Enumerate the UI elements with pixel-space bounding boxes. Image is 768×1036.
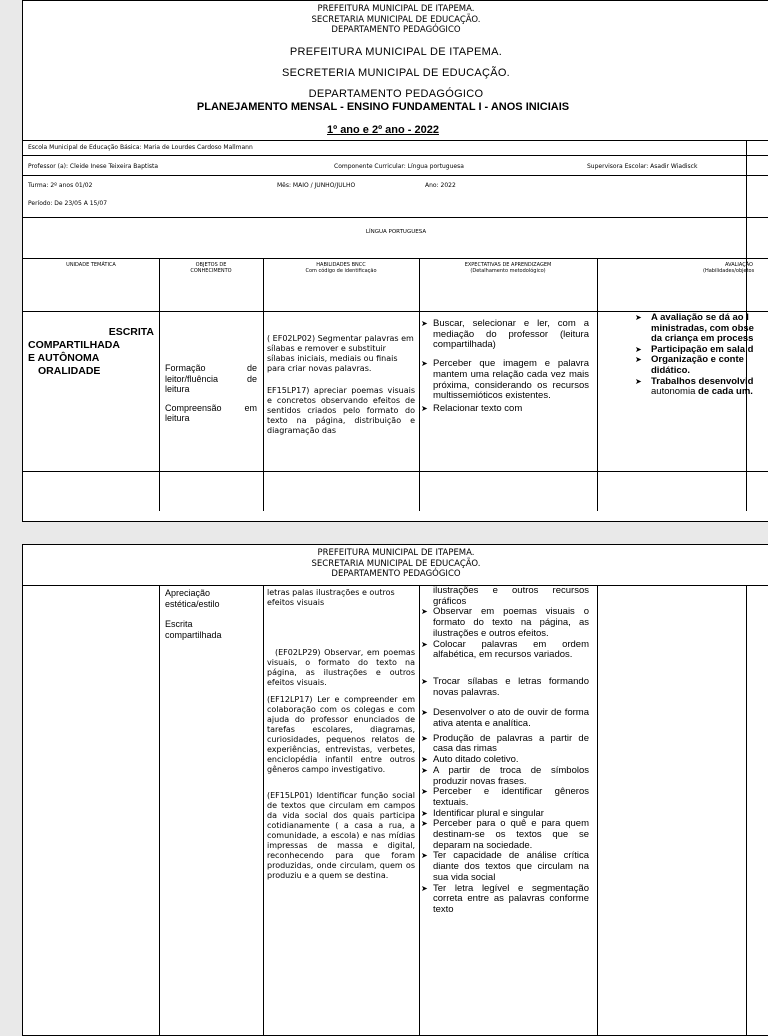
learning-expectations: [421, 319, 589, 419]
bullet-arrow-icon: ➤: [421, 765, 428, 775]
expectation-text: Perceber que imagem e palavra mantem uma relação cada vez mais próxima, considerando os recursos multissemióticos existentes.: [433, 358, 589, 402]
bncc-skill: (EF12LP17) Ler e compreender em colaboração com os colegas e com ajuda do professor enunciados de tarefas escolares, diagramas, curiosidades, pequenos relatos de experiências, entrevistas, verbetes, enciclopédia infantil entre outros gêneros campo investigativo.: [267, 695, 415, 774]
column-header-unidade: [23, 262, 159, 268]
bullet-arrow-icon: ➤: [421, 319, 428, 328]
divider: [419, 585, 420, 1035]
month: Mês: MAIO / JUNHO/JULHO: [277, 182, 356, 189]
bullet-arrow-icon: ➤: [421, 733, 428, 743]
expectation-item: [421, 677, 589, 698]
thematic-unit-line: COMPARTILHADA: [28, 339, 120, 351]
assessment-text: didático.: [651, 364, 691, 376]
expectation-item: [421, 884, 589, 916]
bullet-arrow-icon: ➤: [635, 313, 642, 322]
bullet-arrow-icon: ➤: [635, 355, 642, 365]
school-supervisor: Supervisora Escolar: Asadir Wiadisck: [587, 163, 698, 170]
knowledge-object: Compreensão em leitura: [165, 402, 257, 423]
column-header-label: UNIDADE TEMÁTICA: [66, 262, 116, 268]
bullet-arrow-icon: ➤: [635, 376, 642, 386]
expectation-text: Relacionar texto com: [433, 402, 523, 414]
expectation-text: Colocar palavras em ordem alfabética, em recursos variados.: [433, 638, 589, 661]
column-header-label: EXPECTATIVAS DE APRENDIZAGEM: [464, 262, 552, 268]
period: Período: De 23/05 A 15/07: [28, 200, 108, 207]
plan-subtitle: 1º ano e 2º ano - 2022: [327, 124, 439, 136]
expectation-text: Buscar, selecionar e ler, com a mediação do professor (leitura compartilhada): [433, 318, 589, 351]
expectation-item: [421, 640, 589, 661]
divider: [23, 155, 768, 156]
page-header: [23, 548, 768, 580]
institution-line-2: SECRETERIA MUNICIPAL DE EDUCAÇÃO.: [281, 67, 511, 79]
section-title: LÍNGUA PORTUGUESA: [365, 229, 427, 235]
assessment-text: A avaliação se dá ao l: [651, 313, 749, 323]
document-page-2: [22, 544, 768, 1036]
assessment-text: da criança em process: [651, 333, 754, 345]
assessment-text: ministradas, com obse: [651, 322, 754, 334]
expectation-item: [421, 404, 589, 415]
expectation-text: Produção de palavras a partir de casa das rimas: [433, 732, 589, 755]
plan-title: PLANEJAMENTO MENSAL - ENSINO FUNDAMENTAL I - ANOS INICIAIS: [196, 101, 570, 113]
divider: [159, 585, 160, 1035]
expectation-item: [421, 787, 589, 808]
column-header-label: CONHECIMENTO: [190, 268, 232, 274]
document-page-1: [22, 0, 768, 522]
divider: [419, 258, 420, 511]
bullet-arrow-icon: ➤: [421, 607, 428, 617]
knowledge-object: Escrita compartilhada: [165, 619, 222, 640]
expectation-item: [421, 851, 589, 883]
column-header-label: Com código de identificação: [305, 268, 377, 274]
bullet-arrow-icon: ➤: [421, 808, 428, 818]
page-header: [23, 4, 768, 36]
knowledge-objects: [165, 363, 257, 424]
column-header-label: OBJETOS DE: [195, 262, 227, 268]
bullet-arrow-icon: ➤: [421, 403, 428, 413]
header-line-2: SECRETARIA MUNICIPAL DE EDUCAÇÃO.: [311, 558, 481, 569]
expectation-item: [421, 734, 589, 755]
divider: [159, 258, 160, 511]
header-line-3: DEPARTAMENTO PEDAGÓGICO: [331, 569, 461, 579]
bullet-arrow-icon: ➤: [635, 344, 642, 354]
bullet-arrow-icon: ➤: [421, 851, 428, 861]
bullet-arrow-icon: ➤: [421, 883, 428, 893]
assessment-item: [635, 387, 768, 398]
bullet-arrow-icon: ➤: [421, 787, 428, 797]
header-line-2: SECRETARIA MUNICIPAL DE EDUCAÇÃO.: [311, 14, 481, 25]
bncc-skill: (EF15LP01) Identificar função social de textos que circulam em campos da vida social dos quais participa cotidianamente ( a casa a rua, a comunidade, a escola) e nas mídias impressas de massa e digital, reconhecendo para que foram produzidas, onde circulam, quem os produziu e a quem se destina.: [267, 791, 415, 880]
assessment-text: Organização e conte: [651, 354, 744, 366]
expectation-text: Identificar plural e singular: [433, 807, 544, 819]
expectation-text: Perceber para o quê e para quem destinam-se os textos que se deparam na sociedade.: [433, 818, 589, 851]
bullet-arrow-icon: ➤: [421, 639, 428, 649]
expectation-item: [421, 819, 589, 851]
column-header-label: (Detalhamento metodológico): [470, 268, 546, 274]
divider: [746, 585, 747, 1035]
expectation-item: [421, 607, 589, 639]
expectation-text: Observar em poemas visuais o formato do texto na página, as ilustrações e outros efeitos.: [433, 606, 589, 639]
knowledge-object: Formação de leitor/fluência de leitura: [165, 363, 257, 394]
thematic-unit-line: ORALIDADE: [38, 365, 101, 377]
bullet-arrow-icon: ➤: [421, 755, 428, 765]
expectation-text: Perceber e identificar gêneros textuais.: [433, 786, 589, 808]
divider: [23, 585, 768, 586]
bncc-skills: [267, 588, 415, 889]
assessment-text: autonomia: [651, 386, 699, 398]
bncc-skill: EF15LP17) apreciar poemas visuais e concretos observando efeitos de sentidos criados pelo formato do texto na página, distribuição e diagramação das: [267, 386, 415, 435]
divider: [23, 311, 768, 312]
school-name: Escola Municipal de Educação Básica: Maria de Lourdes Cardoso Mallmann: [28, 144, 253, 151]
column-header-label: (Habilidades/objetos: [703, 268, 755, 274]
expectation-text: ilustrações e outros recursos gráficos: [433, 585, 589, 607]
institution-line-1: PREFEITURA MUNICIPAL DE ITAPEMA.: [289, 46, 503, 58]
column-header-objetos: [159, 262, 263, 274]
divider: [23, 217, 768, 218]
bullet-arrow-icon: ➤: [421, 708, 428, 718]
expectation-text: Ter letra legível e segmentação correta entre as palavras conforme texto: [433, 882, 589, 915]
expectation-item: [421, 766, 589, 787]
institution-line-3: DEPARTAMENTO PEDAGÓGICO: [308, 88, 484, 100]
divider: [597, 258, 598, 511]
divider: [23, 140, 768, 141]
class-group: Turma: 2º anos 01/02: [28, 182, 93, 189]
thematic-unit-line: E AUTÔNOMA: [28, 352, 100, 364]
institution-header: [23, 43, 768, 104]
bncc-skill: (EF02LP29) Observar, em poemas visuais, o formato do texto na página, as ilustrações e outros efeitos visuais.: [267, 648, 415, 687]
expectation-text: Desenvolver o ato de ouvir de forma ativa atenta e analítica.: [433, 707, 589, 730]
assessment-text: de cada um.: [698, 386, 753, 398]
header-line-1: PREFEITURA MUNICIPAL DE ITAPEMA.: [317, 548, 475, 558]
column-header-habilidades: [263, 262, 419, 274]
header-line-3: DEPARTAMENTO PEDAGÓGICO: [331, 25, 461, 35]
thematic-unit-line: ESCRITA: [108, 326, 154, 338]
bullet-arrow-icon: ➤: [421, 819, 428, 829]
expectation-text: Trocar sílabas e letras formando novas palavras.: [433, 675, 589, 698]
column-header-label: HABILIDADES BNCC: [316, 262, 366, 268]
divider: [23, 175, 768, 176]
expectation-item: [421, 708, 589, 729]
expectation-text: A partir de troca de símbolos produzir novas frases.: [433, 764, 589, 787]
assessment-text: Trabalhos desenvolvid: [651, 375, 754, 387]
expectation-text: Auto ditado coletivo.: [433, 754, 519, 766]
divider: [597, 585, 598, 1035]
divider: [263, 258, 264, 511]
thematic-unit: [28, 326, 154, 378]
divider: [263, 585, 264, 1035]
expectation-text: Ter capacidade de análise crítica diante dos textos que circulam na sua vida social: [433, 850, 589, 883]
bncc-skills: [267, 334, 415, 444]
bncc-skill: ( EF02LP02) Segmentar palavras em sílabas e remover e substituir sílabas iniciais, mediais ou finais para criar novas palavras.: [267, 334, 414, 373]
expectation-item: [421, 586, 589, 607]
bullet-arrow-icon: ➤: [421, 359, 428, 369]
teacher-name: Professor (a): Cleide Inese Teixeira Baptista: [28, 163, 159, 170]
learning-expectations: [421, 586, 589, 916]
bullet-arrow-icon: ➤: [421, 676, 428, 686]
column-header-expectativas: [419, 262, 597, 274]
knowledge-object: Apreciação estética/estilo: [165, 588, 220, 609]
assessment-text: Participação em sala d: [651, 343, 754, 355]
knowledge-objects: [165, 588, 257, 640]
year: Ano: 2022: [425, 182, 456, 189]
divider: [23, 258, 768, 259]
divider: [23, 471, 768, 472]
column-header-label: AVALIAÇÃO: [725, 262, 753, 268]
header-line-1: PREFEITURA MUNICIPAL DE ITAPEMA.: [317, 4, 475, 14]
expectation-item: [421, 319, 589, 351]
column-header-avaliacao: [663, 262, 768, 274]
curricular-component: Componente Curricular: Língua portuguesa: [334, 163, 464, 170]
assessment-list: [635, 313, 768, 398]
bncc-skill: letras palas ilustrações e outros efeitos visuais: [267, 588, 395, 607]
expectation-item: [421, 359, 589, 402]
